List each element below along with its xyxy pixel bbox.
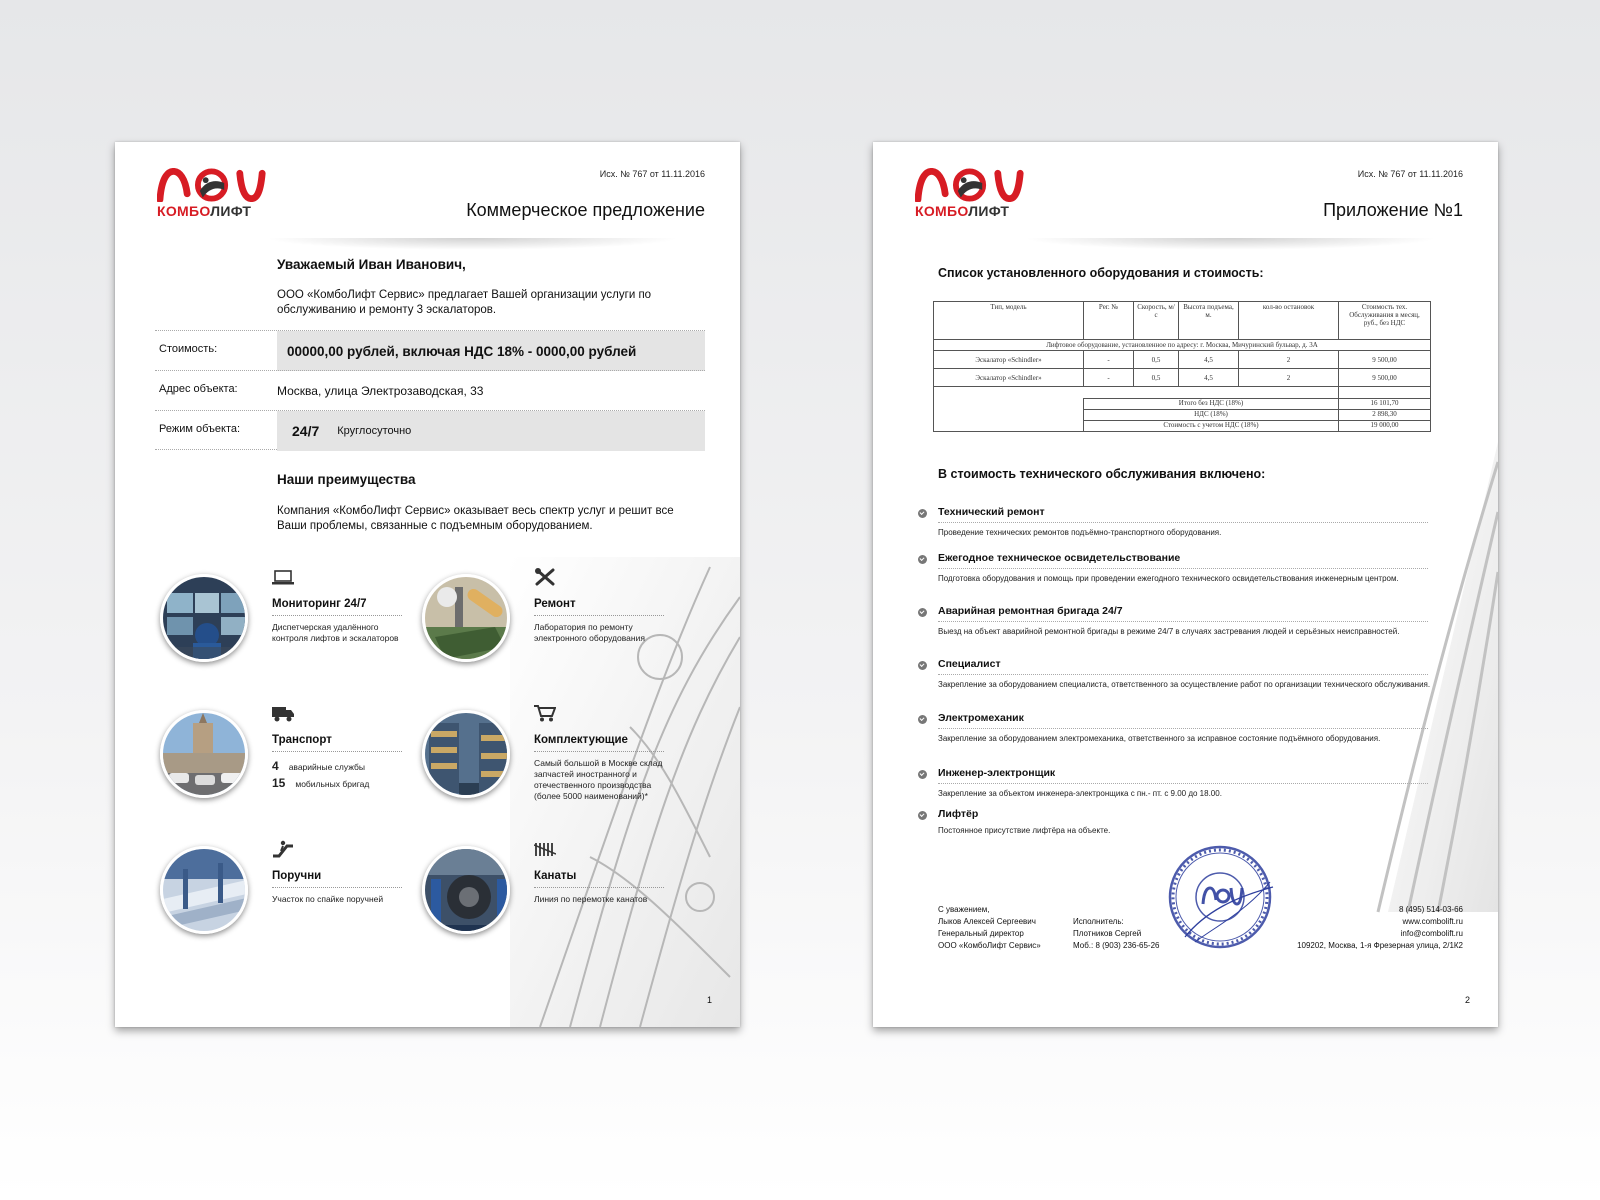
total-value: 19 000,00 [1339, 421, 1431, 432]
feature-divider [272, 887, 402, 888]
table-cell: 9 500,00 [1339, 369, 1431, 387]
table-spacer-row [934, 387, 1431, 399]
header-shadow [265, 238, 680, 250]
page-1 [115, 142, 740, 1027]
transport-text-2: мобильных бригад [295, 779, 370, 789]
transport-text-1: аварийные службы [288, 762, 365, 772]
tools-icon [534, 568, 556, 586]
service-title: Электромеханик [938, 712, 1024, 724]
equipment-list-title: Список установленного оборудования и стоимость: [938, 266, 1264, 280]
check-icon [918, 509, 927, 518]
logo-mark-icon [915, 168, 1027, 202]
brand-logo [157, 168, 272, 223]
feature-desc: Участок по спайке поручней [272, 894, 384, 904]
transport-photo-image [163, 713, 248, 798]
page-number: 2 [1464, 995, 1470, 1005]
table-total-row [934, 410, 1431, 421]
service-desc: Закрепление за оборудованием специалиста, ответственного за осуществление работ по организации технического обслуживания. [938, 680, 1431, 689]
feature-divider [534, 615, 664, 616]
intro-text: ООО «КомбоЛифт Сервис» предлагает Вашей организации услуги по обслуживанию и ремонту 3 эскалаторов. [277, 289, 652, 316]
transport-count-2: 15 [272, 776, 286, 790]
check-icon [918, 608, 927, 617]
feature-title: Комплектующие [534, 734, 628, 746]
feature-desc: Линия по перемотке канатов [534, 894, 648, 904]
table-cell: 4,5 [1179, 351, 1239, 369]
logo-text-lift: ЛИФТ [968, 203, 1010, 219]
equipment-table [933, 301, 1431, 432]
parts-photo [422, 710, 510, 798]
mode-label: Режим объекта: [159, 423, 241, 435]
table-cell: 0,5 [1134, 369, 1179, 387]
logo-text-combo: КОМБО [157, 203, 211, 219]
handrails-photo-image [163, 849, 248, 934]
executor-phone: Моб.: 8 (903) 236-65-26 [1073, 941, 1160, 950]
page-title: Коммерческое предложение [466, 200, 705, 220]
table-header: Высота подъема, м. [1179, 302, 1239, 340]
table-cell [934, 421, 1084, 432]
check-icon [918, 770, 927, 779]
repair-photo-image [425, 577, 510, 662]
check-icon [918, 811, 927, 820]
included-title: В стоимость технического обслуживания включено: [938, 467, 1266, 481]
total-label: Стоимость с учетом НДС (18%) [1084, 421, 1339, 432]
address-value: Москва, улица Электрозаводская, 33 [277, 384, 484, 398]
page-number: 1 [706, 995, 712, 1005]
service-title: Инженер-электронщик [938, 767, 1056, 779]
feature-repair [422, 574, 692, 674]
service-divider [938, 783, 1428, 784]
address-row [155, 370, 705, 410]
signature-line: С уважением, [938, 905, 990, 914]
escalator-background-image [1268, 427, 1498, 927]
service-divider [938, 674, 1428, 675]
table-header: Скорость, м/с [1134, 302, 1179, 340]
table-header-row [934, 302, 1431, 340]
table-cell: 2 [1239, 351, 1339, 369]
table-cell [934, 410, 1084, 421]
service-divider [938, 522, 1428, 523]
brand-logo [915, 168, 1030, 223]
executor-label: Исполнитель: [1073, 917, 1124, 926]
executor-name: Плотников Сергей [1073, 929, 1142, 938]
doc-reference: Исх. № 767 от 11.11.2016 [599, 169, 705, 179]
cost-row [155, 330, 705, 370]
service-desc: Выезд на объект аварийной ремонтной бригады в режиме 24/7 в случаях застревания людей и серьёзных неисправностей. [938, 627, 1400, 636]
greeting: Уважаемый Иван Иванович, [277, 257, 466, 272]
mode-big: 24/7 [292, 423, 320, 439]
feature-title: Ремонт [534, 598, 576, 610]
page-2 [873, 142, 1498, 1027]
logo-mark-icon [157, 168, 269, 202]
ropes-photo [422, 846, 510, 934]
feature-desc [272, 758, 412, 792]
handrails-photo [160, 846, 248, 934]
logo-text-lift: ЛИФТ [210, 203, 252, 219]
table-total-row [934, 399, 1431, 410]
table-spacer-cell [1339, 387, 1431, 399]
transport-count-1: 4 [272, 759, 279, 773]
table-cell: - [1084, 369, 1134, 387]
table-row [934, 351, 1431, 369]
truck-icon [272, 704, 294, 722]
feature-title: Поручни [272, 870, 322, 882]
feature-handrails [160, 846, 430, 946]
laptop-icon [272, 568, 294, 586]
ropes-photo-image [425, 849, 510, 934]
table-cell: 2 [1239, 369, 1339, 387]
advantages-title: Наши преимущества [277, 472, 416, 487]
contact-address: 109202, Москва, 1-я Фрезерная улица, 2/1К2 [1297, 941, 1463, 950]
parts-photo-image [425, 713, 510, 798]
service-title: Аварийная ремонтная бригада 24/7 [938, 605, 1123, 617]
feature-monitoring [160, 574, 430, 674]
table-cell: 0,5 [1134, 351, 1179, 369]
feature-title: Транспорт [272, 734, 332, 746]
service-title: Лифтёр [938, 808, 979, 820]
feature-divider [272, 615, 402, 616]
cost-value [277, 331, 705, 371]
company-name: ООО «КомбоЛифт Сервис» [938, 941, 1041, 950]
cost-value-text: 00000,00 рублей, включая НДС 18% - 0000,00 рублей [287, 343, 637, 359]
feature-title: Мониторинг 24/7 [272, 598, 367, 610]
monitoring-photo-image [163, 577, 248, 662]
feature-divider [534, 751, 664, 752]
cart-icon [534, 704, 556, 722]
service-title: Технический ремонт [938, 506, 1045, 518]
table-spacer-cell [934, 387, 1339, 399]
contact-website: www.combolift.ru [1402, 917, 1463, 926]
company-contacts [1297, 904, 1463, 952]
cost-label: Стоимость: [159, 343, 218, 355]
page-title: Приложение №1 [1323, 200, 1463, 220]
table-row [934, 369, 1431, 387]
check-icon [918, 715, 927, 724]
service-title: Ежегодное техническое освидетельствование [938, 552, 1181, 564]
table-cell: - [1084, 351, 1134, 369]
director-name: Лыков Алексей Сергеевич [938, 917, 1036, 926]
service-desc: Проведение технических ремонтов подъёмно-транспортного оборудования. [938, 528, 1222, 537]
service-divider [938, 568, 1428, 569]
rope-icon [534, 840, 556, 858]
total-label: НДС (18%) [1084, 410, 1339, 421]
monitoring-photo [160, 574, 248, 662]
contact-email: info@combolift.ru [1400, 929, 1463, 938]
feature-divider [534, 887, 664, 888]
table-cell: 9 500,00 [1339, 351, 1431, 369]
signature-director [938, 904, 1041, 952]
contact-phone: 8 (495) 514-03-66 [1398, 905, 1463, 914]
table-header: Тип, модель [934, 302, 1084, 340]
feature-desc: Лаборатория по ремонту электронного оборудования [534, 622, 645, 643]
signature-executor [1073, 916, 1160, 952]
service-desc: Закрепление за оборудованием электромеханика, ответственного за исправное состояние подъёмного оборудования. [938, 734, 1381, 743]
feature-parts [422, 710, 692, 810]
check-icon [918, 661, 927, 670]
feature-divider [272, 751, 402, 752]
service-title: Специалист [938, 658, 1001, 670]
table-header: кол-во остановок [1239, 302, 1339, 340]
service-divider [938, 621, 1428, 622]
transport-photo [160, 710, 248, 798]
transport-line-1 [272, 758, 412, 775]
table-cell: Эскалатор «Schindler» [934, 351, 1084, 369]
advantages-text: Компания «КомбоЛифт Сервис» оказывает весь спектр услуг и решит все Ваши проблемы, связанные с подъемным оборудованием. [277, 505, 674, 532]
feature-desc: Диспетчерская удалённого контроля лифтов и эскалаторов [272, 622, 399, 643]
table-cell: Лифтовое оборудование, установленное по адресу: г. Москва, Мичуринский бульвар, д. 3А [934, 340, 1431, 351]
mode-row [155, 410, 705, 450]
feature-transport [160, 710, 430, 810]
mode-small: Круглосуточно [337, 425, 412, 437]
doc-reference: Исх. № 767 от 11.11.2016 [1357, 169, 1463, 179]
table-header: Стоимость тех. Обслуживания в месяц, руб., без НДС [1339, 302, 1431, 340]
mode-value [277, 411, 705, 451]
feature-desc: Самый большой в Москве склад запчастей иностранного и отечественного производства (более 5000 наименований)* [534, 758, 663, 801]
logo-text-combo: КОМБО [915, 203, 969, 219]
feature-title: Канаты [534, 870, 577, 882]
table-total-row [934, 421, 1431, 432]
service-desc: Постоянное присутствие лифтёра на объекте. [938, 826, 1111, 835]
service-desc: Подготовка оборудования и помощь при проведении ежегодного технического освидетельствования инженерным центром. [938, 574, 1399, 583]
total-value: 16 101,70 [1339, 399, 1431, 410]
check-icon [918, 555, 927, 564]
total-value: 2 898,30 [1339, 410, 1431, 421]
escalator-icon [272, 840, 294, 858]
header-shadow [1023, 238, 1438, 250]
address-label: Адрес объекта: [159, 383, 238, 395]
table-header: Рег. № [1084, 302, 1134, 340]
table-cell [934, 399, 1084, 410]
feature-ropes [422, 846, 692, 946]
director-position: Генеральный директор [938, 929, 1024, 938]
service-desc: Закрепление за объектом инженера-электронщика с пн.- пт. с 9.00 до 18.00. [938, 789, 1222, 798]
table-cell: 4,5 [1179, 369, 1239, 387]
transport-line-2 [272, 775, 412, 792]
repair-photo [422, 574, 510, 662]
company-seal-stamp [1165, 842, 1275, 952]
total-label: Итого без НДС (18%) [1084, 399, 1339, 410]
service-divider [938, 728, 1428, 729]
table-address-row [934, 340, 1431, 351]
table-cell: Эскалатор «Schindler» [934, 369, 1084, 387]
